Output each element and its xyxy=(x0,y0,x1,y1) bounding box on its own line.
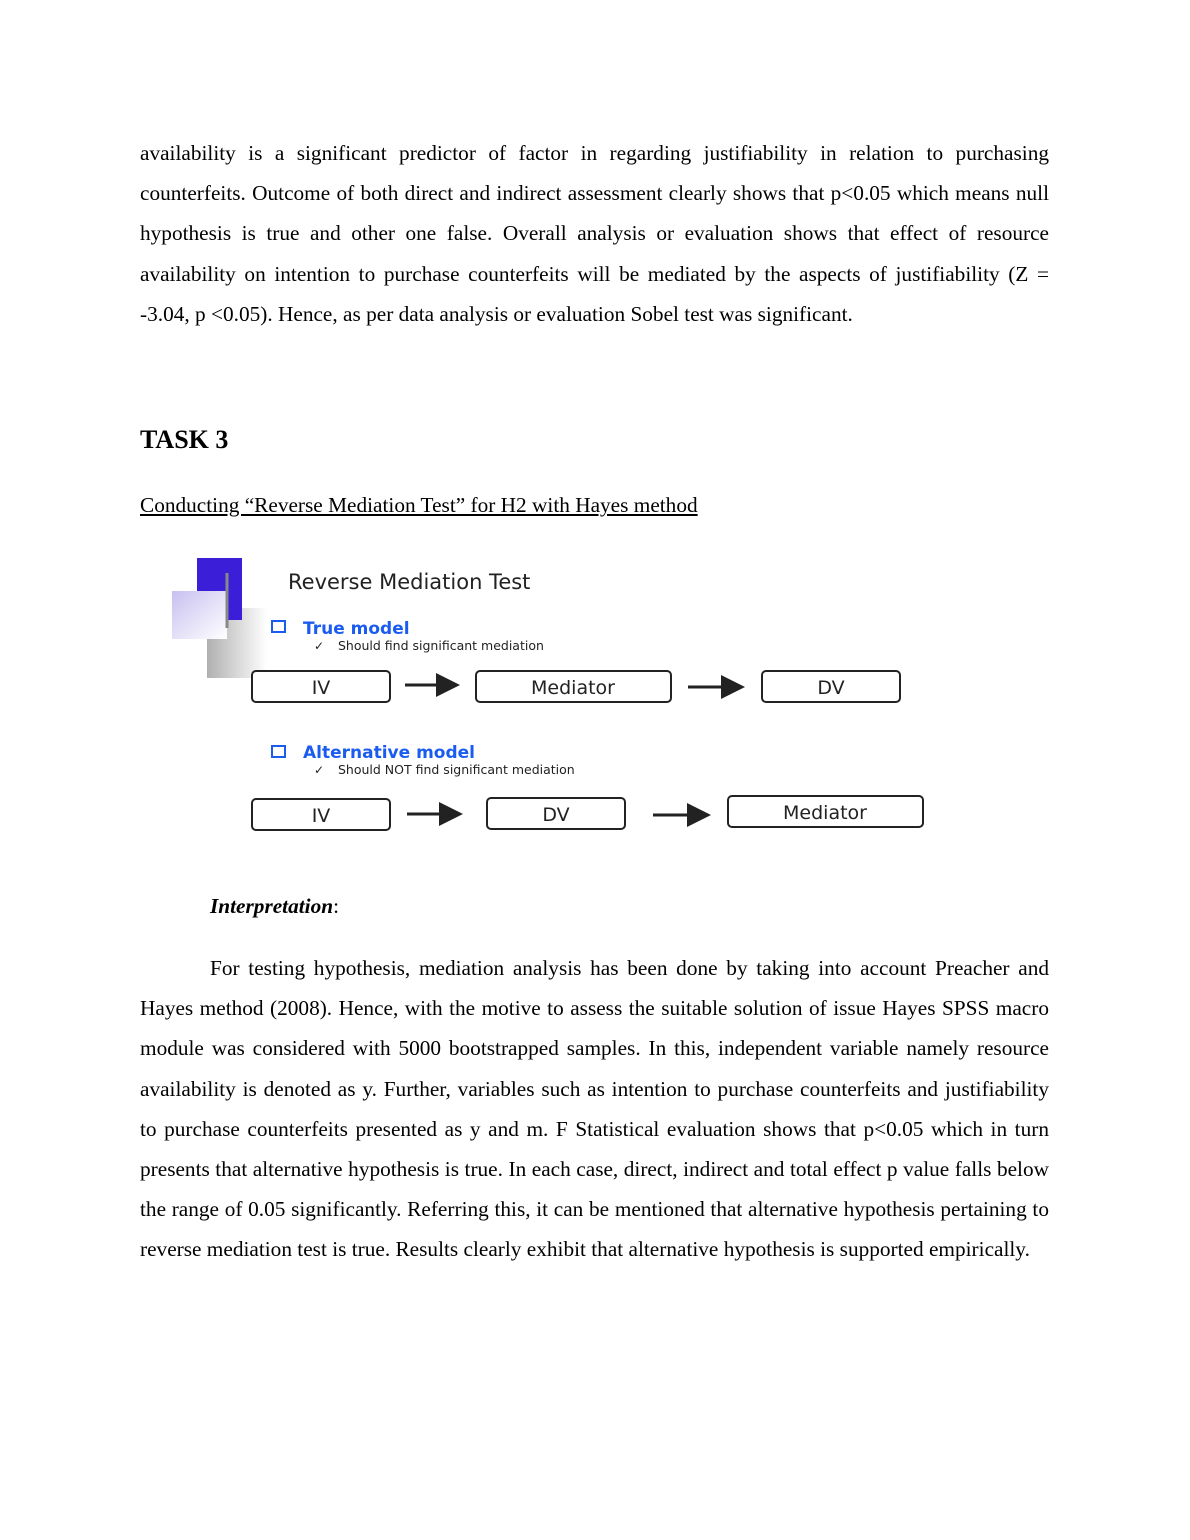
alternative-model-row xyxy=(252,796,923,830)
true-model-checkbox-icon xyxy=(272,621,285,632)
reverse-mediation-figure xyxy=(170,553,970,843)
true-model-note: Should find significant mediation xyxy=(338,638,544,653)
alt-iv-label: IV xyxy=(311,805,331,827)
true-mediator-label: Mediator xyxy=(531,677,615,699)
alternative-model-label: Alternative model xyxy=(303,743,476,763)
check-icon: ✓ xyxy=(314,763,325,777)
task-heading: TASK 3 xyxy=(140,425,229,454)
figure-title: Reverse Mediation Test xyxy=(288,570,531,594)
check-icon: ✓ xyxy=(314,639,325,653)
true-iv-label: IV xyxy=(311,677,331,699)
alt-mediator-label: Mediator xyxy=(783,802,867,824)
interpretation-heading xyxy=(210,894,339,919)
intro-block xyxy=(140,133,1049,334)
interpretation-label: Interpretation xyxy=(210,894,334,918)
interpretation-paragraph: For testing hypothesis, mediation analysis has been done by taking into account Preacher and Hayes method (2008). Hence, with the motive to assess the suitable solution of issue Hayes SPSS macro module was considered with 5000 bootstrapped samples. In this, independent variable namely resource availability is denoted as y. Further, variables such as intention to purchase counterfeits and justifiability to purchase counterfeits presented as y and m. F Statistical evaluation shows that p<0.05 which in turn presents that alternative hypothesis is true. In each case, direct, indirect and total effect p value falls below the range of 0.05 significantly. Referring this, it can be mentioned that alternative hypothesis pertaining to reverse mediation test is true. Results clearly exhibit that alternative hypothesis is supported empirically. xyxy=(140,956,1049,1262)
section-subtitle: Conducting “Reverse Mediation Test” for H2 with Hayes method xyxy=(140,493,698,517)
alt-dv-label: DV xyxy=(542,804,570,826)
true-model-label: True model xyxy=(303,619,410,639)
true-dv-label: DV xyxy=(817,677,845,699)
alternative-model-note: Should NOT find significant mediation xyxy=(338,762,575,777)
intro-paragraph: availability is a significant predictor of factor in regarding justifiability in relation to purchasing counterfeits. Outcome of both direct and indirect assessment clearly shows that p<0.05 which means null hypothesis is true and other one false. Overall analysis or evaluation shows that effect of resource availability on intention to purchase counterfeits will be mediated by the aspects of justifiability (Z = -3.04, p <0.05). Hence, as per data analysis or evaluation Sobel test was significant. xyxy=(140,141,1049,326)
decor-lilac-square xyxy=(172,591,227,639)
interpretation-block xyxy=(140,948,1049,1270)
alt-model-checkbox-icon xyxy=(272,746,285,757)
true-model-row xyxy=(252,671,900,702)
interpretation-colon: : xyxy=(333,894,339,918)
